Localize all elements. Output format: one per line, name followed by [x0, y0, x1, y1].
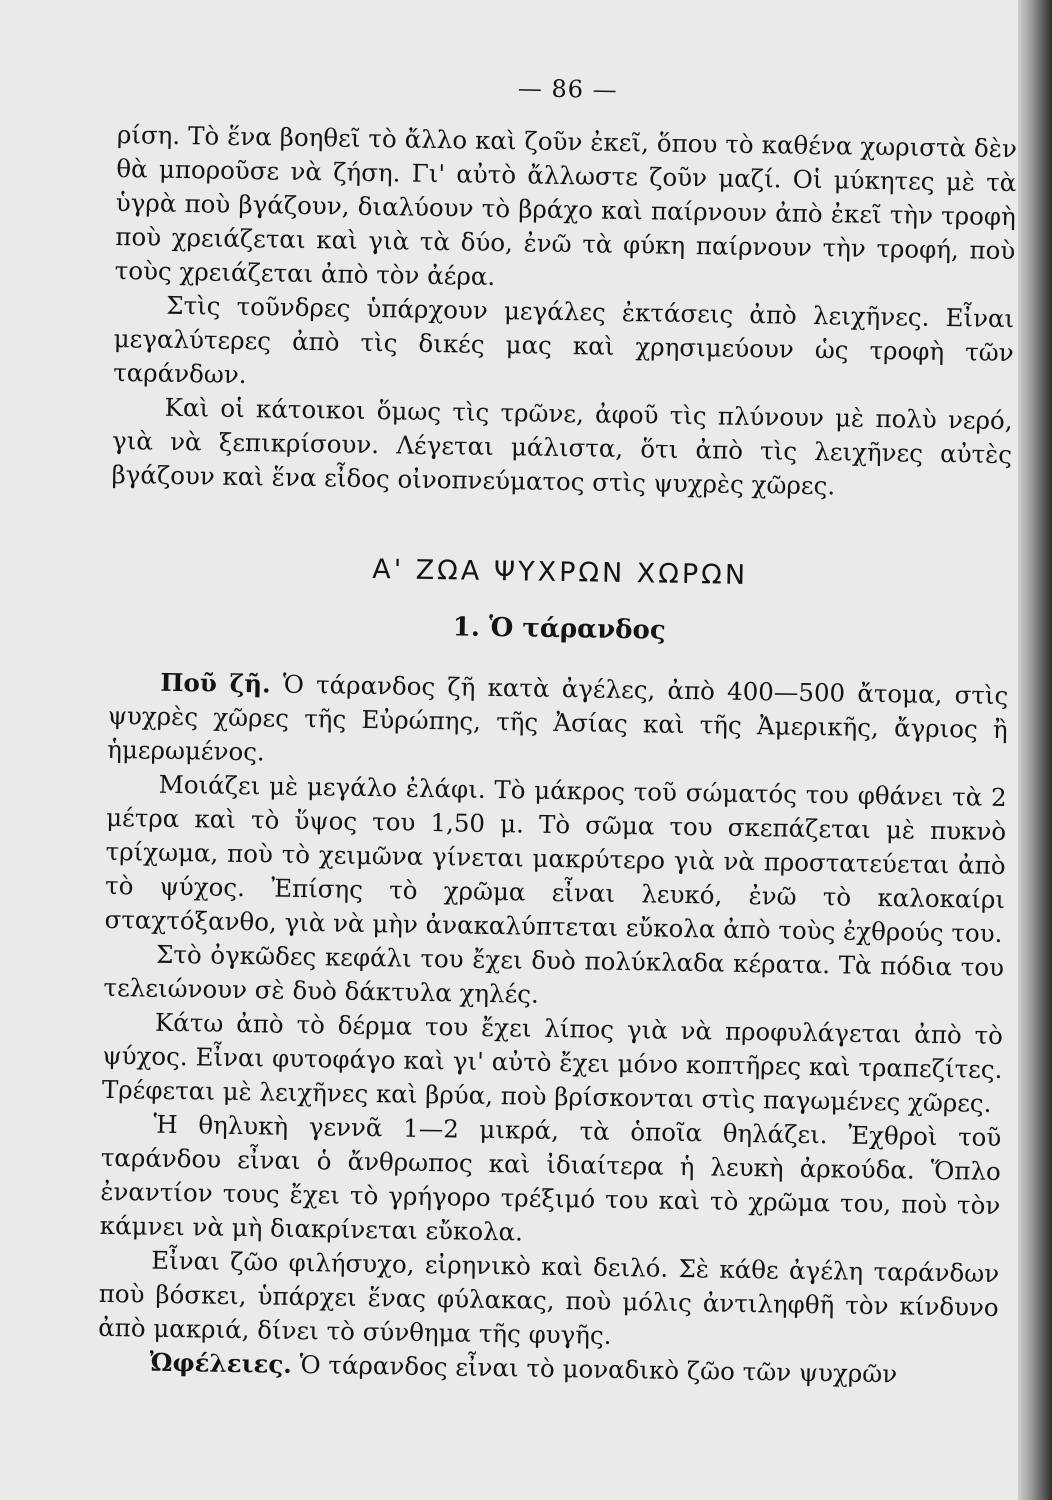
section-title: Α' ΖΩΑ ΨΥΧΡΩΝ ΧΩΡΩΝ — [371, 554, 749, 591]
habitat-label: Ποῦ ζῆ. — [160, 667, 271, 699]
body-paragraph-appearance: Μοιάζει μὲ μεγάλο ἐλάφι. Τὸ μάκρος τοῦ σώματός του φθάνει τὰ 2 μέτρα καὶ τὸ ὕψος του 1,50 μ. Τὸ σῶμα του σκεπάζεται μὲ πυκνὸ τρίχωμα, ποὺ τὸ χειμῶνα γίνεται μακρύτερο γιὰ νὰ προστατεύεται ἀπὸ τὸ ψύχος. Ἐπίσης τὸ χρῶμα εἶναι λευκό, ἐνῶ τὸ καλοκαίρι σταχτόξανθο, γιὰ νὰ μὴν ἀνακαλύπτεται εὔκολα ἀπὸ τοὺς ἐχθρούς του. — [104, 769, 1007, 948]
page-number: — 86 — — [517, 74, 618, 104]
habitat-text: Ὁ τάρανδος ζῆ κατὰ ἀγέλες, ἀπὸ 400—500 ἄτομα, στὶς ψυχρὲς χῶρες τῆς Εὐρώπης, τῆς Ἀσίας καὶ τῆς Ἀμερικῆς, ἄγριος ἢ ἡμερωμένος. — [107, 669, 1009, 767]
page-content — [97, 68, 1017, 1393]
book-spine-shadow — [1018, 0, 1052, 1500]
body-paragraph-habitat — [107, 665, 1008, 781]
subsection-title: 1. Ὁ τάρανδος — [452, 612, 666, 646]
intro-paragraph-2: Στὶς τοῦνδρες ὑπάρχουν μεγάλες ἐκτάσεις ἀπὸ λειχῆνες. Εἶναι μεγαλύτερες ἀπὸ τὶς δικές μας καὶ χρησιμεύουν ὡς τροφὴ τῶν ταράνδων. — [112, 290, 1015, 390]
benefits-label: Ὠφέλειες. — [149, 1347, 293, 1379]
benefits-text: Ὁ τάρανδος εἶναι τὸ μοναδικὸ ζῶο τῶν ψυχρῶν — [291, 1349, 898, 1389]
body-paragraph-head: Στὸ ὀγκῶδες κεφάλι του ἔχει δυὸ πολύκλαδα κέρατα. Τὰ πόδια του τελειώνουν σὲ δυὸ δάκτυλα χηλές. — [103, 939, 1005, 1009]
body-paragraph-behavior: Εἶναι ζῶο φιλήσυχο, εἰρηνικὸ καὶ δειλό. Σὲ κάθε ἀγέλη ταράνδων ποὺ βόσκει, ὑπάρχει ἕνας φύλακας, ποὺ μόλις ἀντιληφθῆ τὸν κίνδυνο ἀπὸ μακριά, δίνει τὸ σύνθημα τῆς φυγῆς. — [97, 1245, 1000, 1350]
body-paragraph-offspring: Ἡ θηλυκὴ γεννᾶ 1—2 μικρά, τὰ ὁποῖα θηλάζει. Ἐχθροὶ τοῦ ταράνδου εἶναι ὁ ἄνθρωπος καὶ ἰδιαίτερα ἡ λευκὴ ἀρκούδα. Ὅπλο ἐναντίον τους ἔχει τὸ γρήγορο τρέξιμό του καὶ τὸ χρῶμα του, ποὺ τὸν κάμνει νὰ μὴ διακρίνεται εὔκολα. — [99, 1109, 1002, 1247]
intro-paragraph-3: Καὶ οἱ κάτοικοι ὅμως τὶς τρῶνε, ἀφοῦ τὶς πλύνουν μὲ πολὺ νερό, γιὰ νὰ ξεπικρίσουν. Λέγεται μάλιστα, ὅτι ἀπὸ τὶς λειχῆνες αὐτὲς βγάζουν καὶ ἕνα εἶδος οἰνοπνεύματος στὶς ψυχρὲς χῶρες. — [111, 392, 1013, 501]
body-paragraph-diet: Κάτω ἀπὸ τὸ δέρμα του ἔχει λίπος γιὰ νὰ προφυλάγεται ἀπὸ τὸ ψύχος. Εἶναι φυτοφάγο καὶ γι' αὐτὸ ἔχει μόνο κοπτῆρες καὶ τραπεζίτες. Τρέφεται μὲ λειχῆνες καὶ βρύα, ποὺ βρίσκονται στὶς παγωμένες χῶρες. — [101, 1007, 1004, 1118]
intro-paragraph-1: ρίση. Τὸ ἕνα βοηθεῖ τὸ ἄλλο καὶ ζοῦν ἐκεῖ, ὅπου τὸ καθένα χωριστὰ δὲν θὰ μποροῦσε νὰ ζήση. Γι' αὐτὸ ἄλλωστε ζοῦν μαζί. Οἱ μύκητες μὲ τὰ ὑγρὰ ποὺ βγάζουν, διαλύουν τὸ βράχο καὶ παίρνουν ἀπὸ ἐκεῖ τὴν τροφὴ ποὺ χρειάζεται καὶ γιὰ τὰ δύο, ἐνῶ τὰ φύκη παίρνουν τὴν τροφή, ποὺ τοὺς χρειάζεται ἀπὸ τὸν ἀέρα. — [114, 119, 1018, 291]
